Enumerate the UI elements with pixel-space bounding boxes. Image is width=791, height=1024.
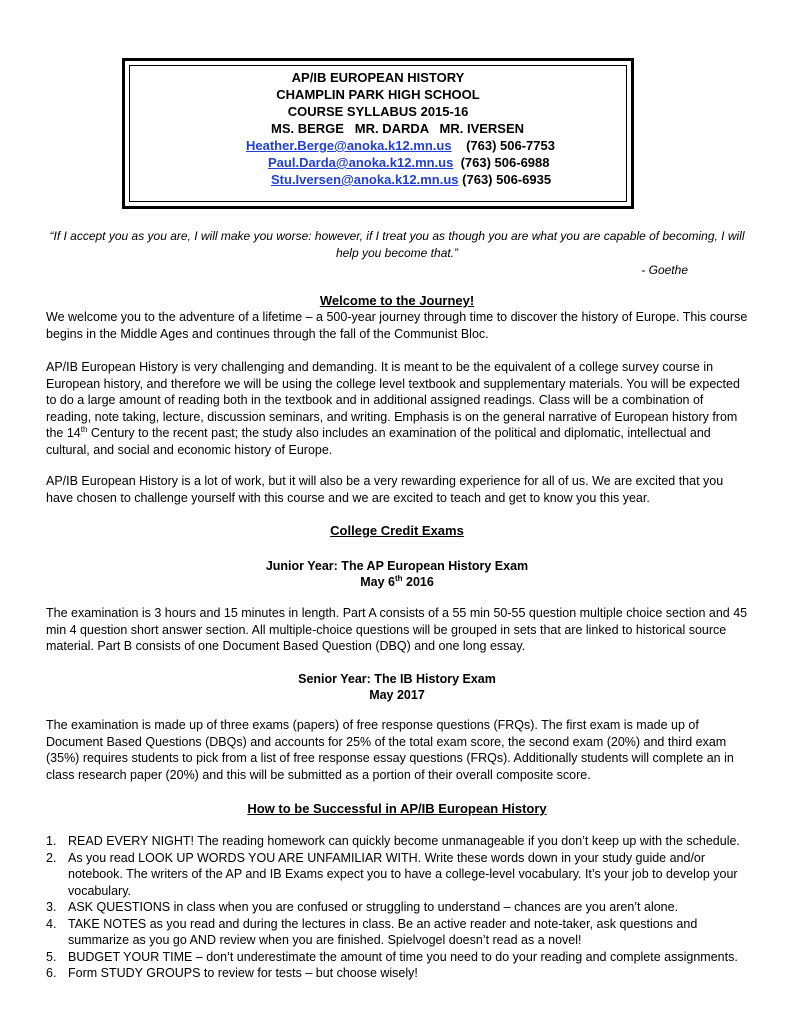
junior-exam-name: Junior Year: The AP European History Exam [265, 559, 529, 573]
senior-exam-heading [46, 671, 748, 703]
email-link-berge[interactable]: Heather.Berge@anoka.k12.mn.us [246, 138, 452, 153]
goethe-quote [46, 228, 748, 261]
exams-heading: College Credit Exams [330, 523, 464, 538]
course-title: AP/IB EUROPEAN HISTORY [291, 70, 465, 85]
list-item-number: 1. [46, 834, 57, 848]
list-item [46, 899, 748, 916]
phone-iversen: (763) 506-6935 [462, 172, 552, 187]
list-item-number: 3. [46, 900, 57, 914]
welcome-p2-text-end: Century to the recent past; the study also includes an examination of the political and diplomatic, intellectual and cultural, and social and economic history of Europe. [46, 426, 711, 457]
welcome-paragraph-3: AP/IB European History is a lot of work, but it will also be a very rewarding experience for all of us. We are excited that you have chosen to challenge yourself with this course and we are excited to teach and get to know you this year. [46, 474, 724, 505]
school-name: CHAMPLIN PARK HIGH SCHOOL [276, 87, 480, 102]
list-item-text: BUDGET YOUR TIME – don’t underestimate the amount of time you need to do your reading and complete assignments. [68, 949, 738, 964]
contact-line-1 [125, 137, 631, 154]
phone-darda: (763) 506-6988 [460, 155, 550, 170]
success-heading: How to be Successful in AP/IB European History [247, 801, 547, 816]
list-item-number: 6. [46, 966, 57, 980]
date-superscript: th [394, 573, 403, 583]
quote-line-2: help you become that.” [335, 245, 459, 260]
list-item [46, 965, 748, 982]
list-item [46, 850, 748, 900]
email-link-darda[interactable]: Paul.Darda@anoka.k12.mn.us [268, 155, 454, 170]
header-text [125, 69, 631, 188]
senior-exam-description: The examination is made up of three exams (papers) of free response questions (FRQs). The first exam is made up of Document Based Questions (DBQs) and accounts for 25% of the total exam score, the second exam (20%) and third exam (35%) requires students to pick from a list of free response essay questions (FRQs). Additionally students will complete an in class research paper (20%) and this will be submitted as a portion of their overall composite score. [46, 718, 734, 782]
list-item-text: TAKE NOTES as you read and during the lectures in class. Be an active reader and note-taker, ask questions and summarize as you go AND review when you are finished. Spielvogel doesn’t read as a novel! [68, 916, 698, 947]
teacher-names: MS. BERGE MR. DARDA MR. IVERSEN [271, 121, 525, 136]
list-item-text: ASK QUESTIONS in class when you are confused or struggling to understand – chances are you aren’t alone. [68, 900, 679, 914]
contact-line-2 [125, 154, 631, 171]
welcome-p2-text: AP/IB European History is very challenging and demanding. It is meant to be the equivalent of a college survey course in European history, and therefore we will be using the college level textbook and supplementary materials. You will be expected to do a large amount of reading both in the textbook and in additional assigned readings. Class will be a combination of reading, note taking, lecture, discussion seminars, and writing. Emphasis is on the general narrative of European history from the 14 [46, 360, 740, 440]
junior-exam-date [46, 574, 748, 590]
century-superscript: th [80, 424, 88, 434]
success-tips-list [46, 833, 748, 982]
junior-exam-description: The examination is 3 hours and 15 minutes in length. Part A consists of a 55 min 50-55 question multiple choice section and 45 min 4 question short answer section. All multiple-choice questions will be grouped in sets that are linked to historical source material. Part B consists of one Document Based Question (DBQ) and one long essay. [46, 606, 748, 653]
list-item [46, 949, 748, 966]
quote-author: - Goethe [641, 263, 688, 277]
list-item-text: As you read LOOK UP WORDS YOU ARE UNFAMILIAR WITH. Write these words down in your study guide and/or notebook. The writers of the AP and IB Exams expect you to have a college-level vocabulary. It’s your job to develop your vocabulary. [68, 850, 738, 898]
quote-line-1: “If I accept you as you are, I will make you worse: however, if I treat you as though you are what you are capable of becoming, I will [49, 229, 745, 243]
list-item [46, 916, 748, 949]
list-item-text: Form STUDY GROUPS to review for tests – but choose wisely! [68, 966, 418, 980]
header-box [122, 58, 634, 209]
senior-exam-name: Senior Year: The IB History Exam [298, 672, 496, 686]
list-item-number: 4. [46, 916, 57, 931]
welcome-heading: Welcome to the Journey! [319, 293, 475, 308]
senior-exam-date: May 2017 [369, 688, 425, 702]
list-item [46, 833, 748, 850]
list-item-number: 2. [46, 850, 57, 865]
contact-line-3 [125, 171, 631, 188]
list-item-text: READ EVERY NIGHT! The reading homework can quickly become unmanageable if you don’t keep up with the schedule. [68, 834, 740, 848]
email-link-iversen[interactable]: Stu.Iversen@anoka.k12.mn.us [271, 172, 459, 187]
welcome-paragraph-1: We welcome you to the adventure of a lifetime – a 500-year journey through time to discover the history of Europe. This course begins in the Middle Ages and continues through the fall of the Communist Bloc. [46, 310, 748, 341]
list-item-number: 5. [46, 949, 57, 964]
junior-date-year: 2016 [402, 575, 434, 589]
welcome-paragraph-2 [46, 359, 748, 458]
junior-date-prefix: May 6 [360, 575, 395, 589]
phone-berge: (763) 506-7753 [466, 138, 555, 153]
junior-exam-heading [46, 558, 748, 590]
syllabus-title: COURSE SYLLABUS 2015-16 [287, 104, 469, 119]
